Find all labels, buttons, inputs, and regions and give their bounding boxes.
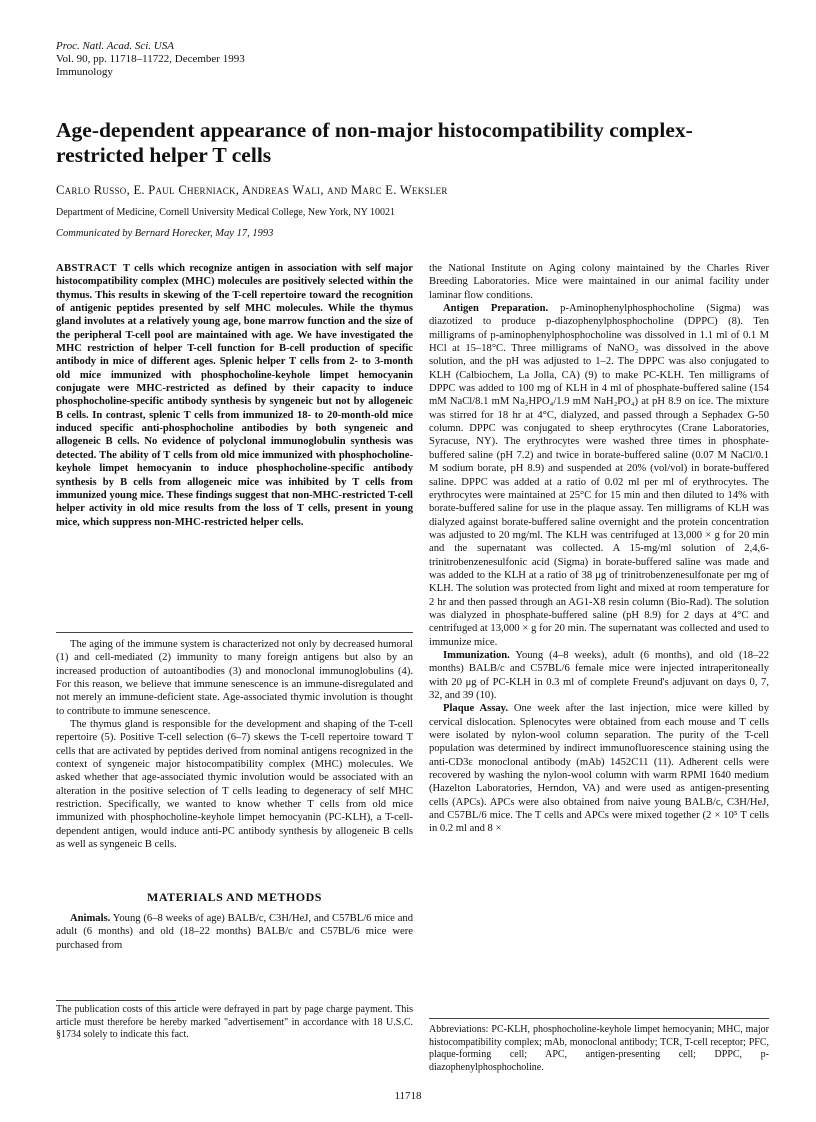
journal-volume: Vol. 90, pp. 11718–11722, December 1993 xyxy=(56,53,245,65)
animals-label: Animals. xyxy=(70,913,111,924)
author-list: Carlo Russo, E. Paul Cherniack, Andreas Wali, and Marc E. Weksler xyxy=(56,183,448,197)
intro-paragraph-2: The thymus gland is responsible for the development and shaping of the T-cell repertoire (5). Positive T-cell selection (6–7) skews the T-cell repertoire toward T cells that are activated by peptides derived from nominal antigens recognized in the context of syngeneic major histocompatibility complex (MHC) molecules. We asked whether that age-associated thymic involution would be associated with an alteration in the positive selection of T cells leading to degeneracy of self MHC restriction. Specifically, we wanted to know whether T cells from old mice immunized with phosphocholine-keyhole limpet hemocyanin (PC-KLH), a T-cell-dependent antigen, would induce anti-PC antibody synthesis by allogeneic B cells as well as syngeneic B cells. xyxy=(56,719,413,851)
abbreviations-divider xyxy=(429,1018,769,1019)
animals-text: Young (6–8 weeks of age) BALB/c, C3H/HeJ, and C57BL/6 mice and adult (6 months) and old (18–22 months) BALB/c and C57BL/6 mice were purchased from xyxy=(56,913,413,951)
plaque-text: One week after the last injection, mice were killed by cervical dislocation. Splenocytes were obtained from each mouse and T cells were isolated by nylon-wool column separation. The purity of the T-cell population was determined by indirect immunofluorescence staining using the anti-CD3ε monoclonal antibody (mAb) 1452C11 (11). Adherent cells were recovered by washing the nylon-wool column with warm RPMI 1640 medium (Hazelton Laboratories, Herndon, VA) and were used as antigen-presenting cells (APCs). APCs were also obtained from naive young BALB/c, C3H/HeJ, and C57BL/6 mice. The T cells and APCs were mixed together (2 × 10⁵ T cells in 0.2 ml and 8 × xyxy=(429,703,769,835)
antigen-text: p-Aminophenylphosphocholine (Sigma) was diazotized to produce p-diazophenylphosphocholine (DPPC) (8). Ten milligrams of p-aminophenylphosphocholine was dissolved in 1.1 ml of 0.1 M HCl at 15–18°C. Three milligrams of NaNO₂ was dissolved in the above solution, and the pH was adjusted to 1–2. The DPPC was also conjugated to KLH (Calbiochem, La Jolla, CA) (9) to make PC-KLH. Ten milligrams of DPPC was added to 100 mg of KLH in 4 ml of phosphate-buffered saline (154 mM NaCl/8.1 mM Na₂HPO₄/1.9 mM NaH₂PO₄) at pH 8.9 on ice. The mixture was stirred for 18 hr at 4°C, dialyzed, and passed through a Sephadex G-50 column. DPPC was conjugated to sheep erythrocytes (Crane Laboratories, Syracuse, NY). The erythrocytes were washed three times in phosphate-buffered saline (pH 7.2) and twice in borate-buffered saline (0.07 M NaCl/0.1 M sodium borate, pH 8.9) and suspended at 20% (vol/vol) in borate-buffered saline. DPPC was added at a ratio of 0.02 ml per ml of erythrocytes. The erythrocytes were maintained at 25°C for 15 min and then diluted to 14% with borate-buffered saline for use in the plaque assay. Ten milligrams of KLH was dialyzed against borate-buffered saline overnight and the protein concentration was adjusted to 20 mg/ml. The KLH was centrifuged at 13,000 × g for 20 min and the supernatant was collected. A 15-mg/ml solution of 2,4,6-trinitrobenzenesulfonic acid (Sigma) in borate-buffered saline was made and was added to the KLH at a ratio of 38 μg of trinitrobenzenesulfonate per mg of KLH. The solution was protected from light and mixed at room temperature for 2 hr and then passed through an AG1-X8 resin column (Bio-Rad). The solution was dialyzed in phosphate-buffered saline (pH 8.9) for 2 days at 4°C and centrifuged at 13,000 × g for 20 min. The supernatant was collected and used to immunize mice. xyxy=(429,303,769,648)
abstract-label: ABSTRACT xyxy=(56,263,117,274)
footnote: The publication costs of this article were defrayed in part by page charge payment. This article must therefore be hereby marked "advertisement" in accordance with 18 U.S.C. §1734 solely to indicate this fact. xyxy=(56,1004,413,1040)
abstract-text: T cells which recognize antigen in association with self major histocompatibility complex (MHC) molecules are positively selected within the thymus. This results in skewing of the T-cell repertoire toward the recognition of antigenic peptides presented by self MHC molecules. While the thymus gland involutes at a relatively young age, bone marrow function and the size of the peripheral T-cell pool are maintained with age. We have investigated the MHC restriction of helper T-cell function for B-cell production of specific antibody in mice of different ages. Splenic helper T cells from 2- to 3-month old mice immunized with phosphocholine-keyhole limpet hemocyanin conjugate were MHC-restricted as defined by their capacity to induce phosphocholine-specific antibody synthesis by syngeneic but not by allogeneic B cells. In contrast, splenic T cells from immunized 18- to 20-month-old mice induced specific anti-phosphocholine antibodies by both syngeneic and allogeneic B cells. No evidence of polyclonal immunoglobulin synthesis was detected. The ability of T cells from old mice immunized with phosphocholine-keyhole limpet hemocyanin to induce phosphocholine-specific antibody synthesis by B cells from allogeneic mice was inhibited by T cells from immunized young mice. These findings suggest that non-MHC-restricted T-cell helper activity in old mice results from the loss of T cells, present in young mice, which suppress non-MHC-restricted helper cells. xyxy=(56,263,413,528)
animals-paragraph xyxy=(56,912,413,952)
journal-name: Proc. Natl. Acad. Sci. USA xyxy=(56,40,174,52)
affiliation: Department of Medicine, Cornell University Medical College, New York, NY 10021 xyxy=(56,207,396,218)
footnote-divider xyxy=(56,1000,176,1001)
right-column xyxy=(429,262,769,836)
methods-heading: MATERIALS AND METHODS xyxy=(147,890,322,904)
introduction xyxy=(56,638,413,852)
abstract xyxy=(56,262,413,529)
plaque-label: Plaque Assay. xyxy=(443,703,508,715)
communicated-by: Communicated by Bernard Horecker, May 17, 1993 xyxy=(56,228,274,239)
antigen-label: Antigen Preparation. xyxy=(443,303,549,315)
journal-section: Immunology xyxy=(56,66,113,78)
page-number: 11718 xyxy=(394,1090,422,1102)
animals-continued: the National Institute on Aging colony maintained by the Charles River Breeding Laboratories. Mice were maintained in our animal facility under laminar flow conditions. xyxy=(429,263,769,301)
immunization-label: Immunization. xyxy=(443,649,510,661)
article-title: Age-dependent appearance of non-major histocompatibility complex-restricted helper T cells xyxy=(56,118,693,167)
abbreviations: Abbreviations: PC-KLH, phosphocholine-keyhole limpet hemocyanin; MHC, major histocompatibility complex; mAb, monoclonal antibody; TCR, T-cell receptor; PFC, plaque-forming cell; APC, antigen-presenting cell; DPPC, p-diazophenylphosphocholine. xyxy=(429,1024,769,1073)
journal-header xyxy=(56,40,245,79)
immunization-text: Young (4–8 weeks), adult (6 months), and old (18–22 months) BALB/c and C57BL/6 female mice were injected intraperitoneally with 20 μg of PC-KLH in 0.3 ml of complete Freund's adjuvant on days 0, 7, 32, and 39 (10). xyxy=(429,649,769,701)
intro-paragraph-1: The aging of the immune system is characterized not only by decreased humoral (1) and cell-mediated (2) immunity to many foreign antigens but also by an increased production of autoantibodies (3) and monoclonal immunoglobulins (4). For this reason, we believe that immune senescence is an immune-disregulated and not merely an immune-deficient state. Age-associated thymic involution is thought to contribute to immune senescence. xyxy=(56,639,413,717)
abstract-divider xyxy=(56,632,413,633)
